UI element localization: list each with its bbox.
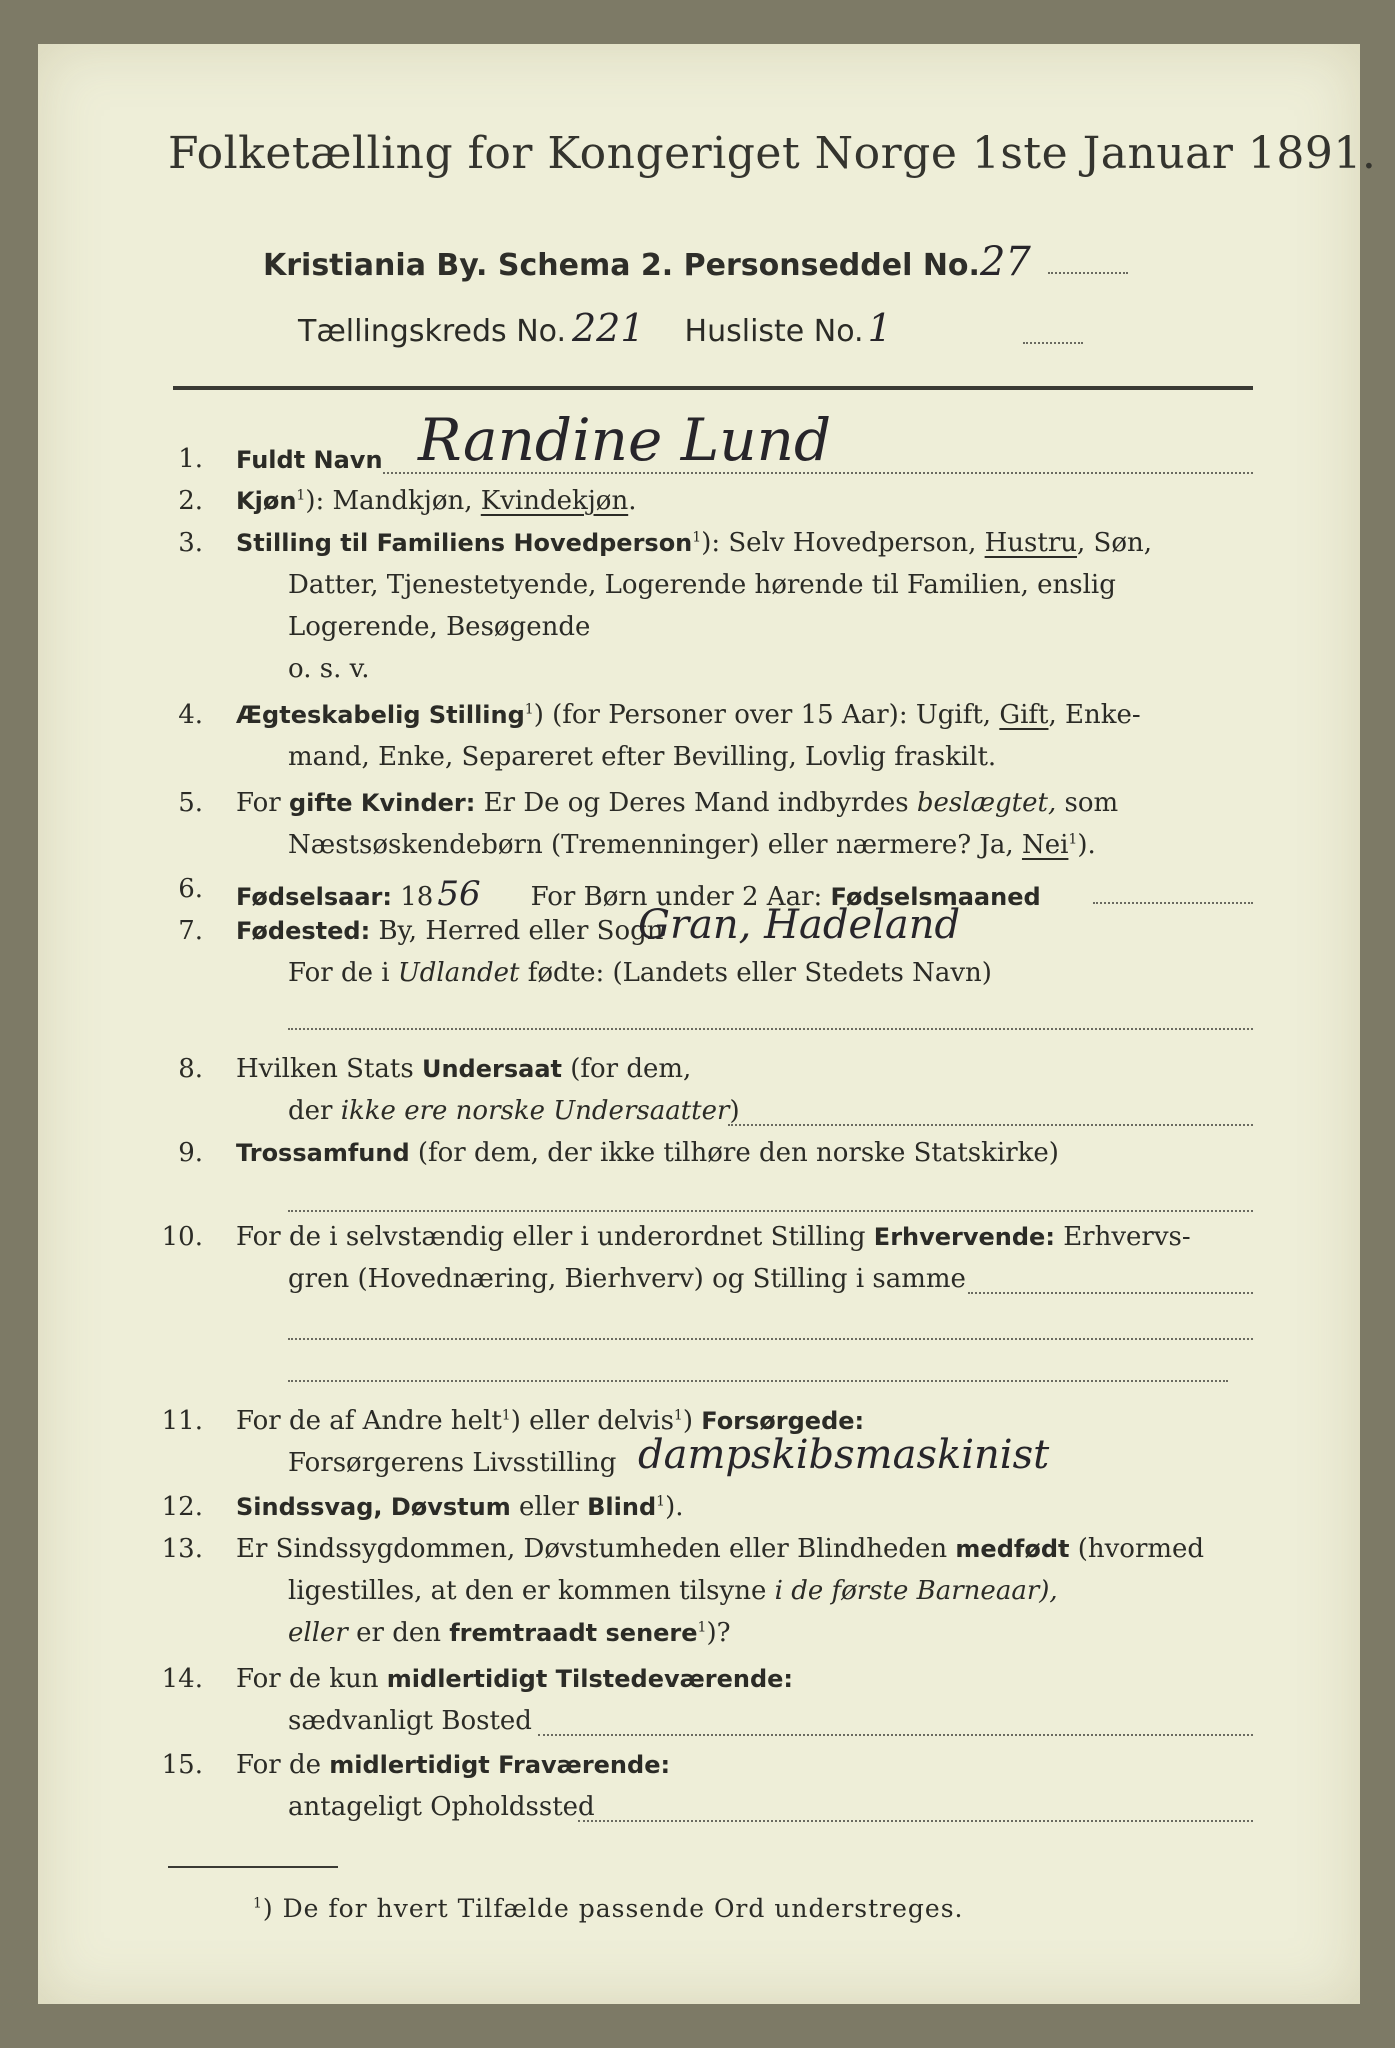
q10-l1a: For de i selvstændig eller i underordnet Stilling — [236, 1222, 874, 1252]
q13-l1b: (hvormed — [1069, 1534, 1205, 1564]
q13-l2i: i de første Barneaar), — [774, 1576, 1058, 1606]
q2-sup: 1 — [296, 487, 306, 504]
husliste-label: Husliste No. — [684, 314, 864, 349]
q7-label: Fødested: — [236, 917, 371, 945]
q3-line2: Datter, Tjenestetyende, Logerende hørende til Familien, enslig — [288, 570, 1116, 600]
census-form — [38, 44, 1377, 2004]
q4-label: Ægteskabelig Stilling — [236, 701, 525, 729]
q8-l1a: Hvilken Stats — [236, 1054, 422, 1084]
q10-dots-3 — [288, 1380, 1228, 1382]
q11-sup2: 1 — [673, 1407, 683, 1424]
q7-answer-birthplace: Gran, Hadeland — [638, 902, 961, 948]
q13-sup: 1 — [697, 1619, 707, 1636]
q3-l1b: , Søn, — [1077, 528, 1153, 558]
q1-answer-name: Randine Lund — [418, 406, 832, 474]
q13-l3a: er den — [347, 1618, 450, 1648]
q2-end: . — [628, 486, 637, 516]
footnote-sup: 1 — [253, 1895, 263, 1912]
q10-dots-1 — [968, 1292, 1253, 1294]
q11-l1b: ) eller delvis — [510, 1406, 674, 1436]
q15-label: midlertidigt Fraværende: — [329, 1751, 671, 1779]
q13-l3i: eller — [288, 1618, 348, 1648]
header-rule — [173, 386, 1253, 390]
q8-l2a: der — [288, 1096, 341, 1126]
q11-l1a: For de af Andre helt — [236, 1406, 502, 1436]
q2-label: Kjøn — [236, 487, 297, 515]
q2-number: 2. — [178, 486, 203, 516]
q11-number: 11. — [161, 1406, 203, 1436]
q4-l1b: , Enke- — [1048, 700, 1141, 730]
q3-line4: o. s. v. — [288, 654, 370, 684]
q7-dots — [288, 1028, 1253, 1030]
q2-rest: ): Mandkjøn, — [305, 486, 481, 516]
q6-prefix: 18 — [400, 882, 434, 912]
kreds-line — [298, 306, 892, 350]
q3-selected-hustru: Hustru — [984, 528, 1078, 558]
q7-line1 — [236, 916, 664, 946]
q14-label: midlertidigt Tilstedeværende: — [386, 1665, 794, 1693]
q12-number: 12. — [161, 1492, 203, 1522]
q4-line1 — [236, 700, 1141, 730]
q13-number: 13. — [161, 1534, 203, 1564]
q10-l1b: Erhvervs- — [1054, 1222, 1191, 1252]
husliste-number: 1 — [867, 306, 892, 350]
q5-line1 — [236, 788, 1118, 818]
q4-line2: mand, Enke, Separeret efter Bevilling, Lovlig fraskilt. — [288, 742, 997, 772]
q5-l1a: For — [236, 788, 289, 818]
q13-line3 — [288, 1618, 731, 1648]
q10-number: 10. — [161, 1222, 203, 1252]
q3-line1 — [236, 528, 1152, 558]
q5-l1b: Er De og Deres Mand indbyrdes — [475, 788, 917, 818]
q7-l2i: Udlandet — [397, 958, 520, 988]
q11-answer-provider: dampskibsmaskinist — [638, 1432, 1050, 1478]
q7-l1a: By, Herred eller Sogn — [370, 916, 664, 946]
kreds-label: Tællingskreds No. — [298, 314, 566, 349]
q12-sup: 1 — [656, 1493, 666, 1510]
q10-line1 — [236, 1222, 1191, 1252]
q8-l1b: (for dem, — [561, 1054, 692, 1084]
personseddel-number: 27 — [979, 239, 1031, 285]
q4-selected-gift: Gift — [999, 700, 1049, 730]
q13-label2: fremtraadt senere — [449, 1619, 698, 1647]
q9-dots — [288, 1210, 1253, 1212]
footnote-rule — [168, 1866, 338, 1868]
q3-label: Stilling til Familiens Hovedperson — [236, 529, 693, 557]
q6-label2: Fødselsmaaned — [830, 883, 1041, 911]
q14-line2: sædvanligt Bosted — [288, 1706, 532, 1736]
q12-end: ). — [665, 1492, 684, 1522]
form-title: Folketælling for Kongeriget Norge 1ste Januar 1891. — [168, 128, 1377, 179]
q10-label: Erhvervende: — [873, 1223, 1055, 1251]
subtitle-prefix: Kristiania By. Schema 2. Personseddel No. — [263, 248, 980, 283]
q13-l2a: ligestilles, at den er kommen tilsyne — [288, 1576, 775, 1606]
q8-l2b: ) — [729, 1096, 740, 1126]
footnote — [253, 1894, 963, 1923]
q6-year-answer: 56 — [437, 874, 481, 914]
q3-sup: 1 — [692, 529, 702, 546]
q4-sup: 1 — [524, 701, 534, 718]
q5-l1c: som — [1056, 788, 1119, 818]
q6-label: Fødselsaar: — [236, 883, 392, 911]
q13-l3b: )? — [706, 1618, 731, 1648]
q9-number: 9. — [178, 1138, 203, 1168]
q2-line — [236, 486, 636, 516]
q1-label: Fuldt Navn — [236, 446, 383, 474]
q11-sup1: 1 — [501, 1407, 511, 1424]
q5-number: 5. — [178, 788, 203, 818]
q12-label2: Blind — [587, 1493, 657, 1521]
q5-label: gifte Kvinder: — [288, 789, 476, 817]
q13-line2 — [288, 1576, 1058, 1606]
q1-number: 1. — [178, 444, 203, 474]
q4-l1a: ) (for Personer over 15 Aar): Ugift, — [533, 700, 1000, 730]
q12-l1b: eller — [510, 1492, 588, 1522]
q13-line1 — [236, 1534, 1204, 1564]
q15-line1 — [236, 1750, 670, 1780]
q14-number: 14. — [161, 1664, 203, 1694]
q8-line2 — [288, 1096, 740, 1126]
q8-dots — [728, 1124, 1253, 1126]
kreds-number: 221 — [572, 306, 645, 350]
q3-line3: Logerende, Besøgende — [288, 612, 591, 642]
q5-l1i: beslægtet, — [916, 788, 1057, 818]
q5-sup: 1 — [1068, 831, 1078, 848]
q15-number: 15. — [161, 1750, 203, 1780]
q7-line2 — [288, 958, 992, 988]
form-subtitle — [263, 239, 1031, 285]
q9-line1 — [236, 1138, 1059, 1168]
q13-l1a: Er Sindssygdommen, Døvstumheden eller Blindheden — [236, 1534, 956, 1564]
q8-label: Undersaat — [421, 1055, 562, 1083]
q3-l1a: ): Selv Hovedperson, — [701, 528, 985, 558]
q10-line2: gren (Hovednæring, Bierhverv) og Stilling i samme — [288, 1264, 966, 1294]
footnote-text: ) De for hvert Tilfælde passende Ord understreges. — [262, 1894, 964, 1923]
q9-label: Trossamfund — [236, 1139, 410, 1167]
q7-l2b: fødte: (Landets eller Stedets Navn) — [519, 958, 992, 988]
q3-number: 3. — [178, 528, 203, 558]
q15-dots — [578, 1820, 1253, 1822]
q10-dots-2 — [288, 1338, 1253, 1340]
q6-number: 6. — [178, 874, 203, 904]
q11-l1c: ) — [682, 1406, 702, 1436]
q13-label: medfødt — [955, 1535, 1070, 1563]
q5-l2a: Næstsøskendebørn (Tremenninger) eller nærmere? Ja, — [288, 830, 1022, 860]
q9-l1b: (for dem, der ikke tilhøre den norske Statskirke) — [409, 1138, 1059, 1168]
q8-number: 8. — [178, 1054, 203, 1084]
q12-line — [236, 1492, 683, 1522]
q5-selected-nei: Nei — [1021, 830, 1069, 860]
q5-line2 — [288, 830, 1096, 860]
q14-line1 — [236, 1664, 793, 1694]
q6-mid: For Børn under 2 Aar: — [530, 882, 823, 912]
q11-line2: Forsørgerens Livsstilling — [288, 1448, 617, 1478]
q7-l2a: For de i — [288, 958, 398, 988]
q6-dots — [1093, 902, 1253, 904]
q15-l1a: For de — [236, 1750, 330, 1780]
q4-number: 4. — [178, 700, 203, 730]
q15-line2: antageligt Opholdssted — [288, 1792, 595, 1822]
husliste-dots — [1023, 342, 1083, 344]
q5-l2b: ). — [1077, 830, 1096, 860]
q8-l2i: ikke ere norske Undersaatter — [340, 1096, 730, 1126]
q7-number: 7. — [178, 916, 203, 946]
q14-dots — [538, 1734, 1253, 1736]
q12-label: Sindssvag, Døvstum — [236, 1493, 511, 1521]
q11-label: Forsørgede: — [701, 1407, 865, 1435]
q8-line1 — [236, 1054, 691, 1084]
q2-selected-kvindekjon: Kvindekjøn — [480, 486, 629, 516]
personseddel-dots — [1048, 272, 1128, 274]
q14-l1a: For de kun — [236, 1664, 387, 1694]
